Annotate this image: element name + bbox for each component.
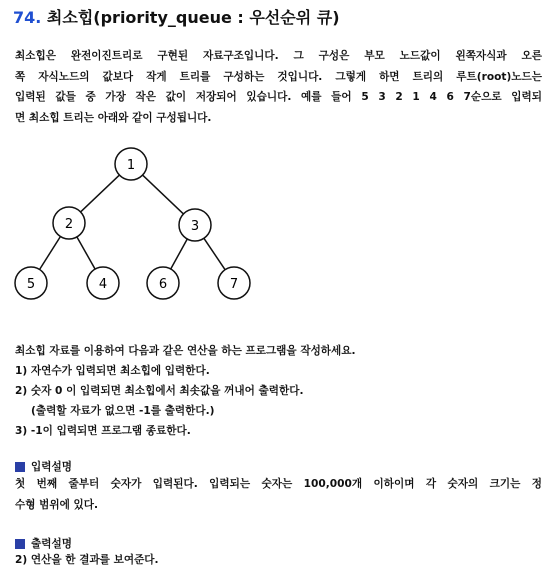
problem-title: 최소힙(priority_queue : 우선순위 큐) [46,8,340,27]
input-line: 첫 번째 줄부터 숫자가 입력된다. 입력되는 숫자는 100,000개 이하이며 각 숫자의 크기는 정 [15,478,542,490]
output-heading-label: 출력설명 [31,538,72,550]
tree-edge [81,175,120,212]
tree-edge [77,237,95,269]
tree-node-label: 6 [158,277,168,292]
tree-edge [204,238,225,269]
output-section-heading [15,536,72,551]
input-heading-label: 입력설명 [31,461,72,473]
square-bullet-icon [15,462,25,472]
problem-number: 74. [13,8,42,27]
tree-node-label: 4 [98,277,108,292]
tree-node-label: 5 [26,277,36,292]
intro-line: 면 최소힙 트리는 아래와 같이 구성됩니다. [15,111,212,124]
page-title [13,5,340,28]
min-heap-tree-diagram [0,140,300,305]
tree-node-label: 2 [64,217,74,232]
intro-paragraph [15,46,542,128]
tree-node-label: 1 [126,158,136,173]
input-line: 수형 범위에 있다. [15,498,99,511]
input-description [15,474,542,515]
task-item-1: 1) 자연수가 입력되면 최소힙에 입력한다. [15,365,210,377]
intro-line: 입력된 값들 중 가장 작은 값이 저장되어 있습니다. 예를 들어 5 3 2 1 4 6 7순으로 입력되 [15,91,542,103]
tree-edge [40,237,61,270]
task-item-3: 3) -1이 입력되면 프로그램 종료한다. [15,425,191,437]
tree-node-label: 7 [229,277,239,292]
task-description [15,341,356,441]
output-description: 2) 연산을 한 결과를 보여준다. [15,554,159,566]
tree-edge [143,175,184,214]
input-section-heading [15,459,72,474]
tree-edge [171,239,188,269]
tree-nodes [15,148,250,299]
intro-line: 쪽 자식노드의 값보다 작게 트리를 구성하는 것입니다. 그렇게 하면 트리의 루트(root)노드는 [15,70,542,83]
tree-node-label: 3 [190,219,200,234]
task-item-2-note: (출력할 자료가 없으면 -1를 출력한다.) [31,405,215,417]
intro-line: 최소힙은 완전이진트리로 구현된 자료구조입니다. 그 구성은 부모 노드값이 왼쪽자식과 오른 [15,50,542,62]
task-intro: 최소힙 자료를 이용하여 다음과 같은 연산을 하는 프로그램을 작성하세요. [15,345,356,357]
square-bullet-icon [15,539,25,549]
task-item-2: 2) 숫자 0 이 입력되면 최소힙에서 최솟값을 꺼내어 출력한다. [15,385,304,397]
